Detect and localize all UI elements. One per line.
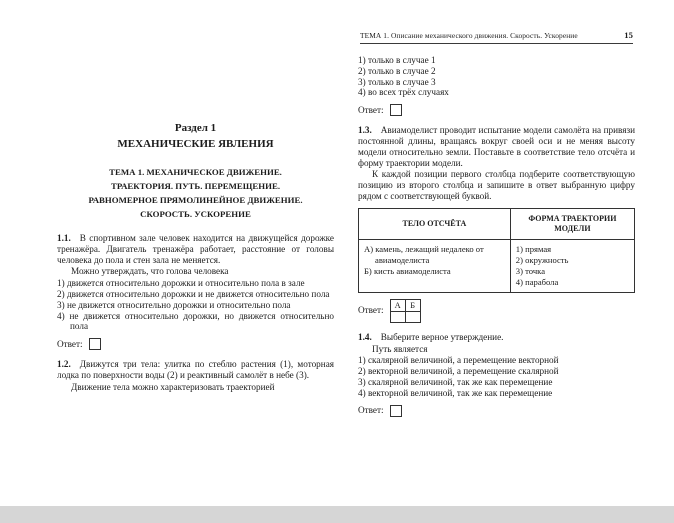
- match-item: 4) парабола: [515, 276, 559, 287]
- question-intro: Движение тела можно характеризовать траекторией: [71, 381, 275, 392]
- section-title-line1: Раздел 1: [174, 122, 217, 134]
- option: 3) только в случае 3: [358, 76, 436, 87]
- ab-letter-b: Б: [405, 299, 420, 311]
- question-text: В спортивном зале человек находится на движущейся дорожке тренажёра. Двигатель тренажёра работает, расстояние от головы человека до пола и стен зала не меняется.: [57, 233, 334, 265]
- right-column: [358, 54, 635, 419]
- topic-title-line: РАВНОМЕРНОЕ ПРЯМОЛИНЕЙНОЕ ДВИЖЕНИЕ.: [88, 195, 303, 205]
- question-intro: Можно утверждать, что голова человека: [71, 266, 229, 277]
- option: 3) скалярной величиной, так же как перемещение: [358, 376, 553, 387]
- question-number: 1.1.: [57, 233, 71, 243]
- answer-label: Ответ:: [57, 338, 83, 349]
- answer-label: Ответ:: [358, 405, 384, 416]
- match-item: 2) окружность: [515, 254, 569, 265]
- match-table-cell-right: [510, 239, 634, 292]
- match-table-header-left: ТЕЛО ОТСЧЁТА: [359, 208, 511, 239]
- topic-title-line: ТЕМА 1. МЕХАНИЧЕСКОЕ ДВИЖЕНИЕ.: [109, 167, 282, 177]
- running-head: [360, 30, 633, 44]
- options-list: [57, 278, 334, 332]
- ab-answer-grid: [390, 299, 421, 323]
- answer-label: Ответ:: [358, 305, 384, 316]
- section-title: [57, 120, 334, 152]
- left-column: [57, 120, 334, 393]
- question-1-4: [358, 332, 635, 417]
- page-edge-shadow: [0, 506, 674, 523]
- answer-row: [358, 104, 635, 116]
- option: 2) только в случае 2: [358, 65, 436, 76]
- page-number: 15: [624, 30, 633, 40]
- question-intro: Путь является: [372, 343, 428, 354]
- option: 4) во всех трёх случаях: [358, 87, 449, 98]
- question-text: Авиамоделист проводит испытание модели самолёта на привязи постоянной длины, вращаясь вокруг своей оси и не меняя высоту модели относительно земли. Поставьте в соответствие тело отсчёта и форму траектории модели.: [358, 125, 635, 168]
- match-item: 1) прямая: [515, 243, 552, 254]
- answer-box: [89, 338, 101, 350]
- match-table: [358, 208, 635, 293]
- option: 4) векторной величиной, так же как перемещение: [358, 387, 553, 398]
- question-number: 1.3.: [358, 125, 372, 136]
- option: 4) не движется относительно дорожки, но движется относительно пола: [57, 310, 334, 332]
- options-list-q12: [358, 55, 635, 98]
- question-note: К каждой позиции первого столбца подберите соответствующую позицию из второго столбца и запишите в ответ выбранную цифру рядом с соответствующей буквой.: [358, 169, 635, 201]
- topic-title-line: СКОРОСТЬ. УСКОРЕНИЕ: [140, 209, 251, 219]
- match-item: 3) точка: [515, 265, 546, 276]
- answer-row: [358, 405, 635, 417]
- topic-title: [57, 165, 334, 221]
- question-text: Выберите верное утверждение.: [380, 331, 504, 342]
- ab-answer-box-a: [390, 311, 405, 322]
- option: 3) не движется относительно дорожки и относительно пола: [57, 299, 291, 310]
- option: 1) скалярной величиной, а перемещение векторной: [358, 355, 559, 366]
- question-text: Движутся три тела: улитка по стеблю растения (1), моторная лодка по поверхности воды (2) и реактивный самолёт в небе (3).: [57, 359, 334, 380]
- ab-answer-box-b: [405, 311, 420, 322]
- question-number: 1.2.: [57, 359, 71, 370]
- match-table-cell-left: [359, 239, 511, 292]
- option: 1) движется относительно дорожки и относительно пола в зале: [57, 278, 305, 289]
- question-1-1: [57, 233, 334, 350]
- option: 2) движется относительно дорожки и не движется относительно пола: [57, 288, 330, 299]
- option: 2) векторной величиной, а перемещение скалярной: [358, 366, 559, 377]
- option: 1) только в случае 1: [358, 55, 436, 65]
- answer-row-ab: [358, 299, 635, 323]
- answer-box: [390, 405, 402, 417]
- ab-letter-a: А: [390, 299, 405, 311]
- running-title: ТЕМА 1. Описание механического движения. Скорость. Ускорение: [360, 31, 578, 40]
- question-1-3: [358, 125, 635, 323]
- answer-box: [390, 104, 402, 116]
- match-item: Б) кисть авиамоделиста: [364, 265, 451, 276]
- answer-row: [57, 338, 334, 350]
- options-list: [358, 355, 635, 398]
- match-item: А) камень, лежащий недалеко от авиамоделиста: [364, 243, 484, 265]
- answer-label: Ответ:: [358, 104, 384, 115]
- question-1-2: [57, 359, 334, 392]
- topic-title-line: ТРАЕКТОРИЯ. ПУТЬ. ПЕРЕМЕЩЕНИЕ.: [110, 181, 281, 191]
- section-title-line2: МЕХАНИЧЕСКИЕ ЯВЛЕНИЯ: [117, 138, 274, 150]
- match-table-header-right: ФОРМА ТРАЕКТОРИИ МОДЕЛИ: [510, 208, 634, 239]
- question-number: 1.4.: [358, 331, 372, 342]
